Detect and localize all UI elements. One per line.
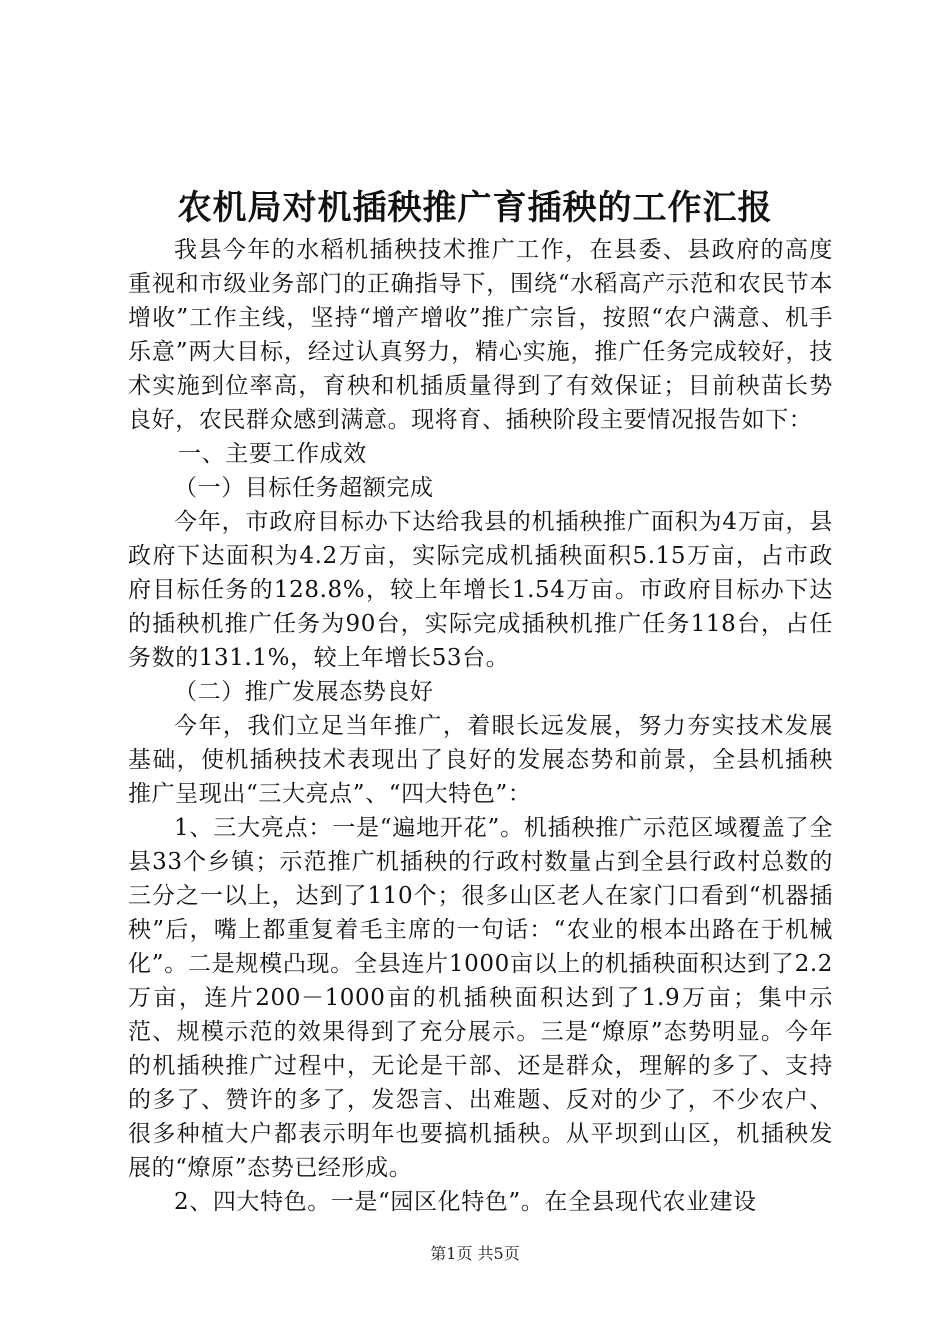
- page-total: 共5页: [477, 1244, 520, 1263]
- highlights-paragraph: 1、三大亮点：一是“遍地开花”。机插秧推广示范区域覆盖了全县33个乡镇；示范推广机插秧的行政村数量占到全县行政村总数的三分之一以上，达到了110个；很多山区老人在家门口看到“机器插秧”后，嘴上都重复着毛主席的一句话：“农业的根本出路在于机械化”。二是规模凸现。全县连片1000亩以上的机插秧面积达到了2.2万亩，连片200－1000亩的机插秧面积达到了1.9万亩；集中示范、规模示范的效果得到了充分展示。三是“燎原”态势明显。今年的机插秧推广过程中，无论是干部、还是群众，理解的多了、支持的多了、赞许的多了，发怨言、出难题、反对的少了，不少农户、很多种植大户都表示明年也要搞机插秧。从平坝到山区，机插秧发展的“燎原”态势已经形成。: [128, 815, 833, 1181]
- page-footer: [0, 1243, 950, 1265]
- features-paragraph: 2、四大特色。一是“园区化特色”。在全县现代农业建设: [174, 1189, 757, 1215]
- intro-paragraph: 我县今年的水稻机插秧技术推广工作，在县委、县政府的高度重视和市级业务部门的正确指导下，围绕“水稻高产示范和农民节本增收”工作主线，坚持“增产增收”推广宗旨，按照“农户满意、机手乐意”两大目标，经过认真努力，精心实施，推广任务完成较好，技术实施到位率高，育秧和机插质量得到了有效保证；目前秧苗长势良好，农民群众感到满意。现将育、插秧阶段主要情况报告如下：: [128, 237, 833, 433]
- trend-paragraph: 今年，我们立足当年推广，着眼长远发展，努力夯实技术发展基础，使机插秧技术表现出了良好的发展态势和前景，全县机插秧推广呈现出“三大亮点”、“四大特色”：: [128, 713, 833, 807]
- section-heading-main-results: 一、主要工作成效: [178, 441, 367, 467]
- targets-paragraph: 今年，市政府目标办下达给我县的机插秧推广面积为4万亩，县政府下达面积为4.2万亩，实际完成机插秧面积5.15万亩，占市政府目标任务的128.8%，较上年增长1.54万亩。市政府目标办下达的插秧机推广任务为90台，实际完成插秧机推广任务118台，占任务数的131.1%，较上年增长53台。: [128, 509, 833, 671]
- document-title: 农机局对机插秧推广育插秧的工作汇报: [177, 188, 773, 228]
- page-number: 第1页: [430, 1244, 473, 1263]
- document-body: [128, 233, 833, 1219]
- subsection-heading-trend: （二）推广发展态势良好: [174, 679, 434, 705]
- subsection-heading-targets: （一）目标任务超额完成: [174, 475, 434, 501]
